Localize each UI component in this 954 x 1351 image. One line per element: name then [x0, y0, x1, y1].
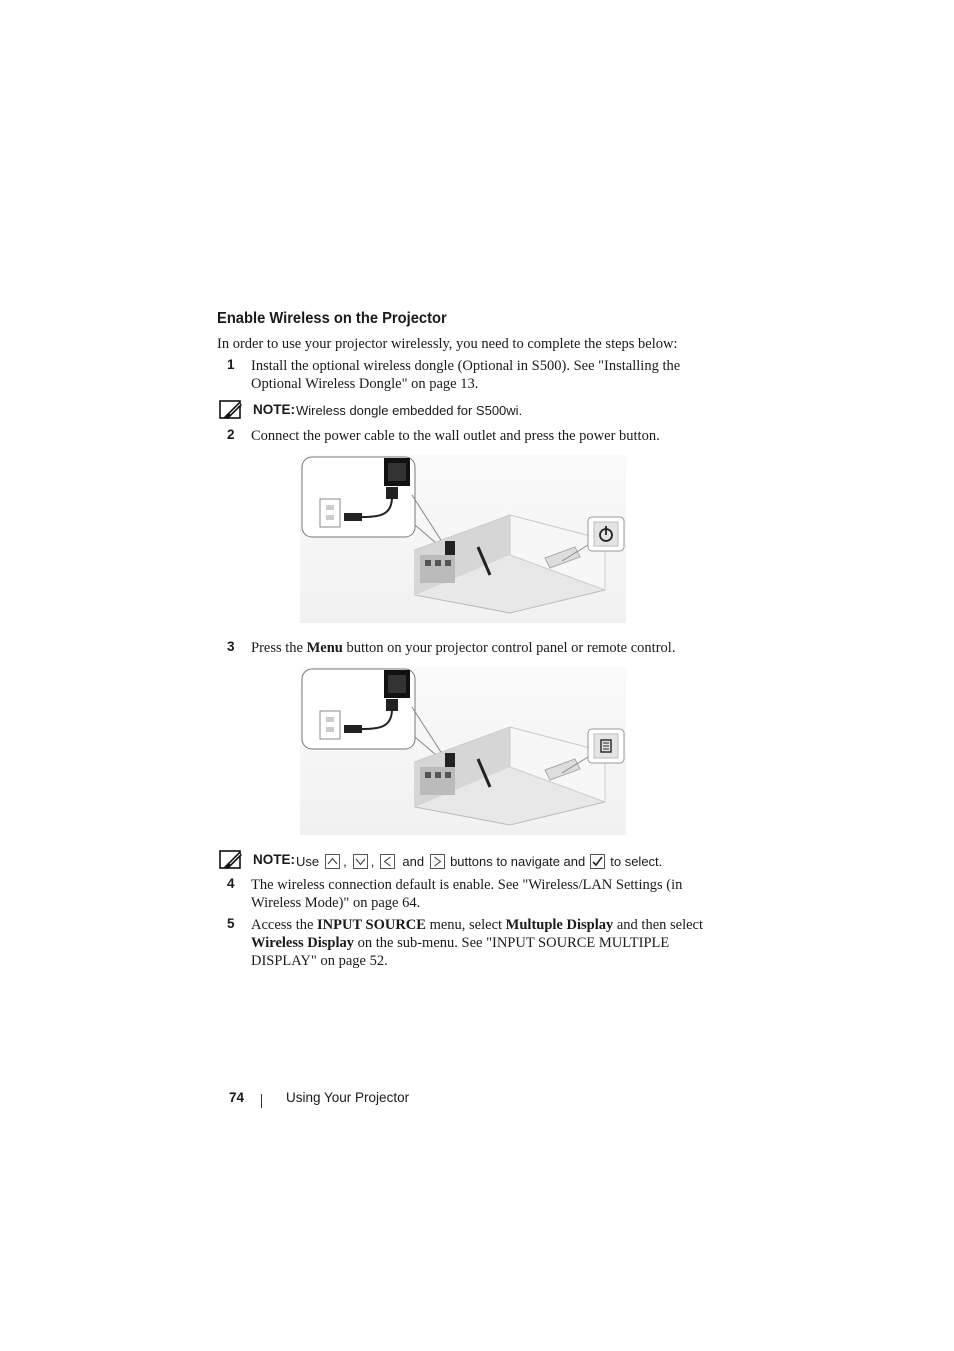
step-text: Connect the power cable to the wall outlet and press the power button.: [251, 428, 660, 444]
step-number: 4: [227, 876, 235, 891]
step-text-line: Install the optional wireless dongle (Optional in S500). See "Installing the: [251, 358, 681, 374]
chapter-title: Using Your Projector: [286, 1090, 410, 1105]
note-text-segment: to select.: [610, 853, 663, 869]
note-text-segment: Use: [296, 853, 320, 869]
note-text-segment: ,: [343, 853, 347, 869]
note-text-segment: buttons to navigate and: [450, 853, 586, 869]
intro-paragraph: In order to use your projector wirelessly, you need to complete the steps below:: [217, 336, 678, 352]
step-text: [251, 639, 675, 657]
step-text-segment: Press the: [251, 640, 307, 656]
multiple-display-keyword: Multuple Display: [505, 917, 614, 933]
step-number: 2: [227, 427, 235, 442]
footer-divider: [261, 1094, 262, 1108]
step-text: [251, 876, 682, 912]
note-text-segment: ,: [370, 853, 375, 869]
down-arrow-icon: [353, 854, 368, 869]
projector-power-figure: [300, 455, 626, 623]
page-number: 74: [229, 1090, 245, 1105]
input-source-keyword: INPUT SOURCE: [317, 917, 426, 933]
section-title: Enable Wireless on the Projector: [217, 310, 447, 327]
wireless-display-keyword: Wireless Display: [251, 935, 354, 951]
step-text-segment: Access the: [251, 917, 318, 933]
menu-keyword: Menu: [306, 640, 343, 656]
step-text-segment: and then select: [613, 917, 704, 933]
step-text-line: The wireless connection default is enable. See "Wireless/LAN Settings (in: [251, 877, 683, 893]
step-text: [251, 916, 703, 970]
note-label: NOTE:: [253, 402, 295, 417]
note-text-segment: and: [402, 853, 425, 869]
note-label: NOTE:: [253, 852, 295, 867]
projector-menu-figure: [300, 667, 626, 835]
step-text-segment: button on your projector control panel or remote control.: [342, 640, 676, 656]
right-arrow-icon: [430, 854, 445, 869]
step-number: 3: [227, 639, 235, 654]
step-number: 5: [227, 916, 235, 931]
step-text-line: [251, 934, 703, 952]
step-text-line: Wireless Mode)" on page 64.: [251, 895, 421, 911]
note-pencil-icon: [219, 400, 243, 420]
step-number: 1: [227, 357, 235, 372]
note-text: Wireless dongle embedded for S500wi.: [296, 403, 523, 418]
note-pencil-icon: [219, 850, 243, 870]
step-text-segment: on the sub-menu. See "INPUT SOURCE MULTIPLE: [354, 935, 670, 951]
note-navigation-text: [296, 851, 662, 871]
step-text-line: [251, 916, 703, 934]
select-check-icon: [590, 854, 605, 869]
step-text-line: Optional Wireless Dongle" on page 13.: [251, 376, 479, 392]
step-text: [251, 357, 680, 393]
up-arrow-icon: [325, 854, 340, 869]
step-text-line: DISPLAY" on page 52.: [251, 953, 388, 969]
left-arrow-icon: [380, 854, 395, 869]
step-text-segment: menu, select: [425, 917, 506, 933]
